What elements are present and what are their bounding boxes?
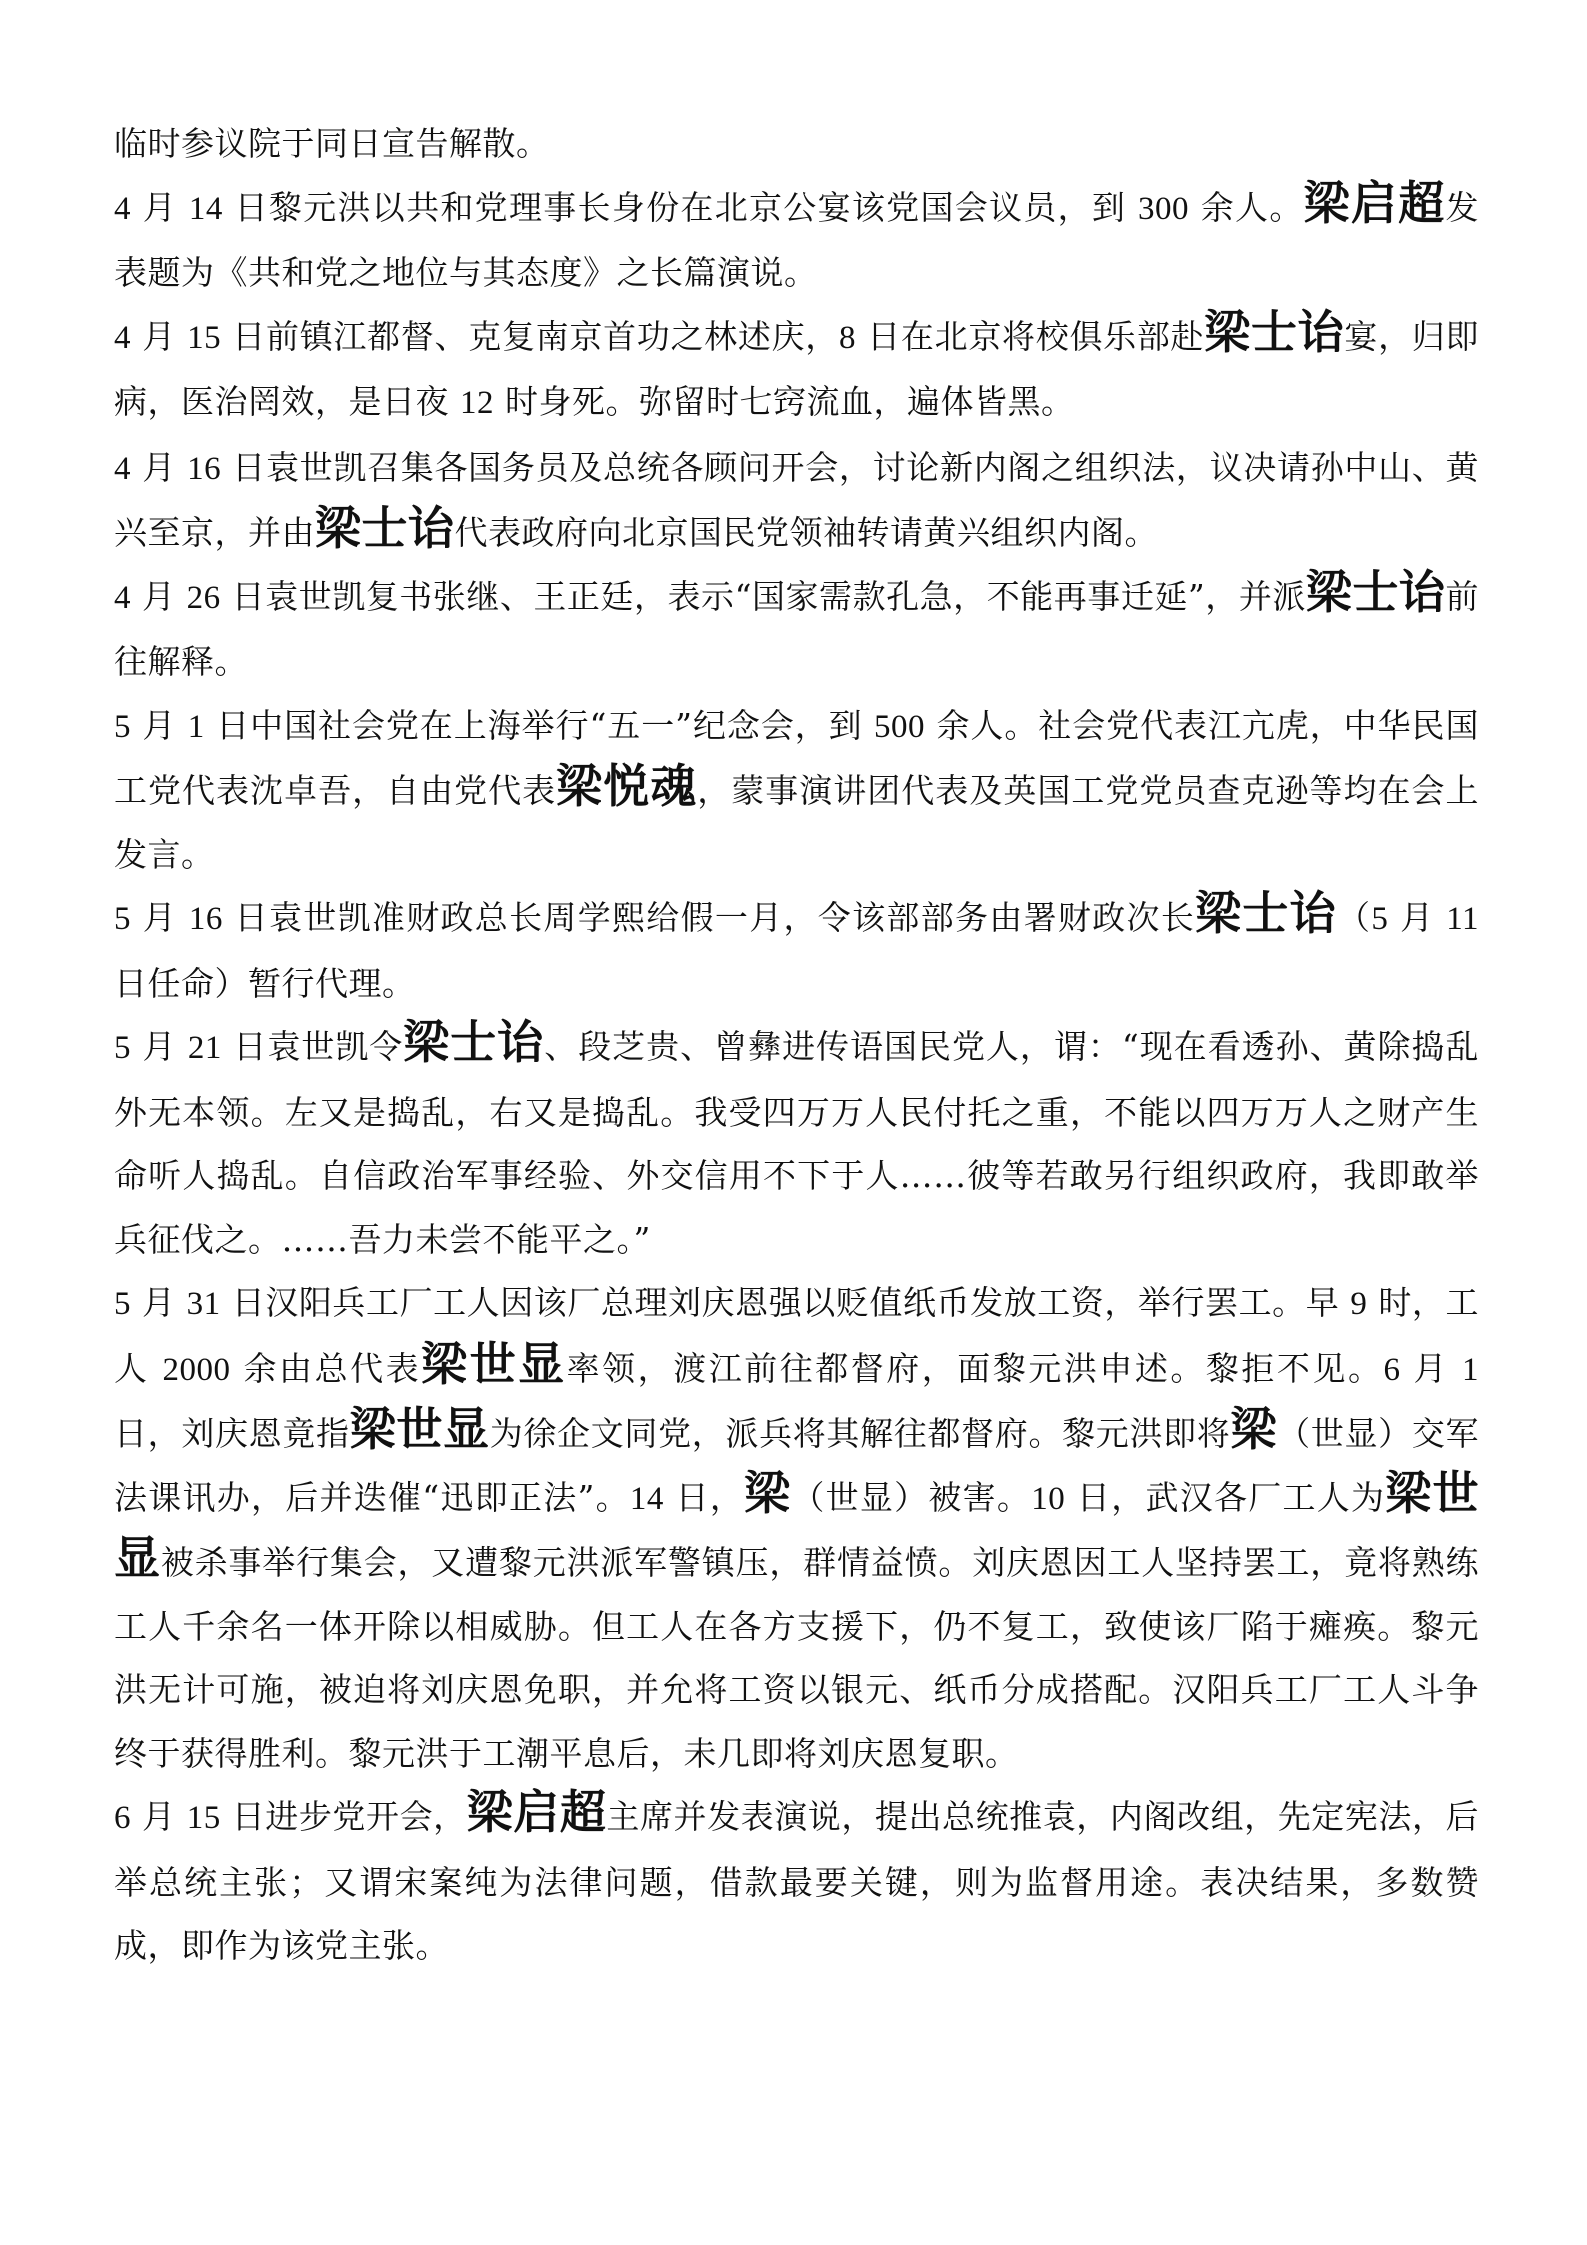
text-run: 时身死。弥留时七窍流血，遍体皆黑。 xyxy=(494,382,1075,421)
person-name: 梁世显 xyxy=(421,1336,567,1391)
date-number: 5 xyxy=(114,901,131,937)
text-run: 、段芝贵、曾彝进传语国民党人，谓：“现在看透孙、黄除捣乱外无本领。左又是捣乱，右又是捣乱。我受四万万人民付托之重，不能以四万万人之财产生命听人捣乱。自信政治军事经验、外交信用不下于人……彼等若敢另行组织政府，我即敢举兵征伐之。……吾力未尝不能平之。” xyxy=(114,1027,1479,1259)
text-run: 宴，归即病，医治罔效，是日夜 xyxy=(114,316,1480,421)
text-run: 被杀事举行集会，又遭黎元洪派军警镇压，群情益愤。刘庆恩因工人坚持罢工，竟将熟练工人千余名一体开除以相威胁。但工人在各方支援下，仍不复工，致使该厂陷于瘫痪。黎元洪无计可施，被迫将刘庆恩免职，并允将工资以银元、纸币分成搭配。汉阳兵工厂工人斗争终于获得胜利。黎元洪于工潮平息后，未几即将刘庆恩复职。 xyxy=(114,1543,1480,1773)
text-run: 月 xyxy=(131,898,189,937)
text-run: 月 xyxy=(131,576,187,616)
text-run: 月 xyxy=(131,705,188,745)
date-number: 14 xyxy=(188,190,223,227)
person-name: 梁启超 xyxy=(466,1785,607,1839)
text-run: 月 xyxy=(131,1283,187,1322)
paragraph xyxy=(114,886,1479,1015)
text-run: 月 xyxy=(131,187,189,227)
text-run: 月 xyxy=(1400,1348,1463,1388)
text-run: 率领，渡江前往都督府，面黎元洪申述。黎拒不见。 xyxy=(566,1348,1384,1388)
text-run: 日袁世凯准财政总长周学熙给假一月，令该部部务由署财政次长 xyxy=(222,898,1196,937)
person-name: 梁士诒 xyxy=(315,501,455,555)
number: 10 xyxy=(1031,1480,1066,1517)
person-name: 梁士诒 xyxy=(1204,304,1345,359)
text-run: 代表政府向北京国民党领袖转请黄兴组织内阁。 xyxy=(454,513,1158,552)
text-run: 月 xyxy=(131,447,188,487)
person-name: 梁世显 xyxy=(114,1465,1480,1585)
text-run: （ xyxy=(1337,898,1372,937)
date-number: 4 xyxy=(114,450,131,487)
text-run: 日，刘庆恩竟指 xyxy=(114,1414,350,1453)
date-number: 4 xyxy=(114,190,131,227)
person-name: 梁 xyxy=(1230,1402,1278,1456)
person-name: 梁世显 xyxy=(349,1402,490,1456)
paragraph xyxy=(114,305,1479,436)
paragraph xyxy=(114,1785,1479,1978)
date-number: 16 xyxy=(187,450,222,487)
number: 6 xyxy=(1383,1351,1401,1388)
date-number: 15 xyxy=(186,1800,221,1836)
text-run: 日进步党开会， xyxy=(220,1797,467,1836)
number: 500 xyxy=(874,708,926,745)
text-run: 余人。社会党代表江亢虎，中华民国工党代表沈卓吾，自由党代表 xyxy=(114,705,1479,810)
text-run: 日黎元洪以共和党理事长身份在北京公宴该党国会议员，到 xyxy=(222,187,1138,227)
text-run: 日， xyxy=(663,1477,745,1517)
date-number: 15 xyxy=(187,319,222,356)
text-run: 主席并发表演说，提出总统推袁，内阁改组，先定宪法，后举总统主张；又谓宋案纯为法律问题，借款最要关键，则为监督用途。表决结果，多数赞成，即作为该党主张。 xyxy=(114,1797,1480,1965)
date-number: 5 xyxy=(114,708,131,745)
date-number: 5 xyxy=(114,1286,131,1322)
text-run: 月 xyxy=(131,316,188,356)
person-name: 梁悦魂 xyxy=(556,759,698,813)
text-run: 日前镇江都督、克复南京首功之林述庆， xyxy=(221,316,840,356)
text-run: 余由总代表 xyxy=(230,1348,422,1388)
text-run: 月 xyxy=(131,1797,187,1836)
number: 12 xyxy=(460,385,494,421)
text-run: （世显）交军法课讯办，后并迭催“迅即正法”。 xyxy=(114,1414,1480,1517)
paragraph xyxy=(114,694,1479,887)
date-number: 16 xyxy=(188,901,223,937)
number: 2000 xyxy=(162,1351,231,1388)
date-number: 31 xyxy=(186,1286,221,1322)
text-run: 日袁世凯复书张继、王正廷，表示“国家需款孔急，不能再事迁延”，并派 xyxy=(220,576,1306,616)
text-run: 日汉阳兵工厂工人因该厂总理刘庆恩强以贬值纸币发放工资，举行罢工。早 xyxy=(220,1283,1351,1322)
text-run: 日袁世凯令 xyxy=(221,1027,404,1066)
text-run: ，蒙事演讲团代表及英国工党党员查克逊等均在会上发言。 xyxy=(114,771,1480,874)
text-run: 为徐企文同党，派兵将其解往都督府。黎元洪即将 xyxy=(489,1414,1231,1453)
person-name: 梁士诒 xyxy=(1195,886,1338,940)
text-run: （世显）被害。 xyxy=(791,1477,1032,1517)
date-number: 4 xyxy=(114,579,131,616)
number: 300 xyxy=(1137,190,1189,227)
number: 11 xyxy=(1446,901,1480,937)
date-number: 21 xyxy=(187,1030,222,1066)
paragraph xyxy=(114,1271,1479,1785)
text-run: 余人。 xyxy=(1188,187,1304,227)
number: 8 xyxy=(839,319,857,356)
text-run: 日袁世凯召集各国务员及总统各顾问开会，讨论新内阁之组织法，议决请孙中山、黄兴至京，并由 xyxy=(114,447,1479,552)
person-name: 梁士诒 xyxy=(1305,564,1446,619)
text-run: 日在北京将校俱乐部赴 xyxy=(856,316,1205,356)
date-number: 6 xyxy=(114,1800,131,1836)
text-run: 日任命）暂行代理。 xyxy=(114,963,416,1003)
number: 9 xyxy=(1350,1286,1368,1322)
text-run: 日，武汉各厂工人为 xyxy=(1065,1477,1386,1517)
number: 1 xyxy=(1462,1351,1480,1388)
number: 14 xyxy=(629,1480,664,1517)
date-number: 5 xyxy=(114,1030,131,1066)
date-number: 1 xyxy=(187,708,205,745)
paragraph xyxy=(114,176,1479,305)
text-run: 时，工人 xyxy=(114,1283,1479,1388)
text-run: 日中国社会党在上海举行“五一”纪念会，到 xyxy=(204,705,875,745)
paragraph xyxy=(114,112,1479,176)
date-number: 26 xyxy=(186,579,221,616)
text-run: 月 xyxy=(1388,898,1447,937)
paragraph xyxy=(114,1015,1479,1271)
text-run: 前往解释。 xyxy=(114,576,1480,681)
text-run: 发表题为《共和党之地位与其态度》之长篇演说。 xyxy=(114,187,1479,292)
paragraph xyxy=(114,436,1479,565)
date-number: 4 xyxy=(114,319,131,356)
person-name: 梁 xyxy=(744,1465,792,1520)
number: 5 xyxy=(1371,901,1389,937)
person-name: 梁启超 xyxy=(1303,175,1446,230)
paragraph xyxy=(114,565,1479,694)
person-name: 梁士诒 xyxy=(403,1015,545,1069)
document-body xyxy=(114,112,1479,1978)
text-run: 临时参议院于同日宣告解散。 xyxy=(114,124,550,163)
text-run: 月 xyxy=(131,1027,188,1066)
